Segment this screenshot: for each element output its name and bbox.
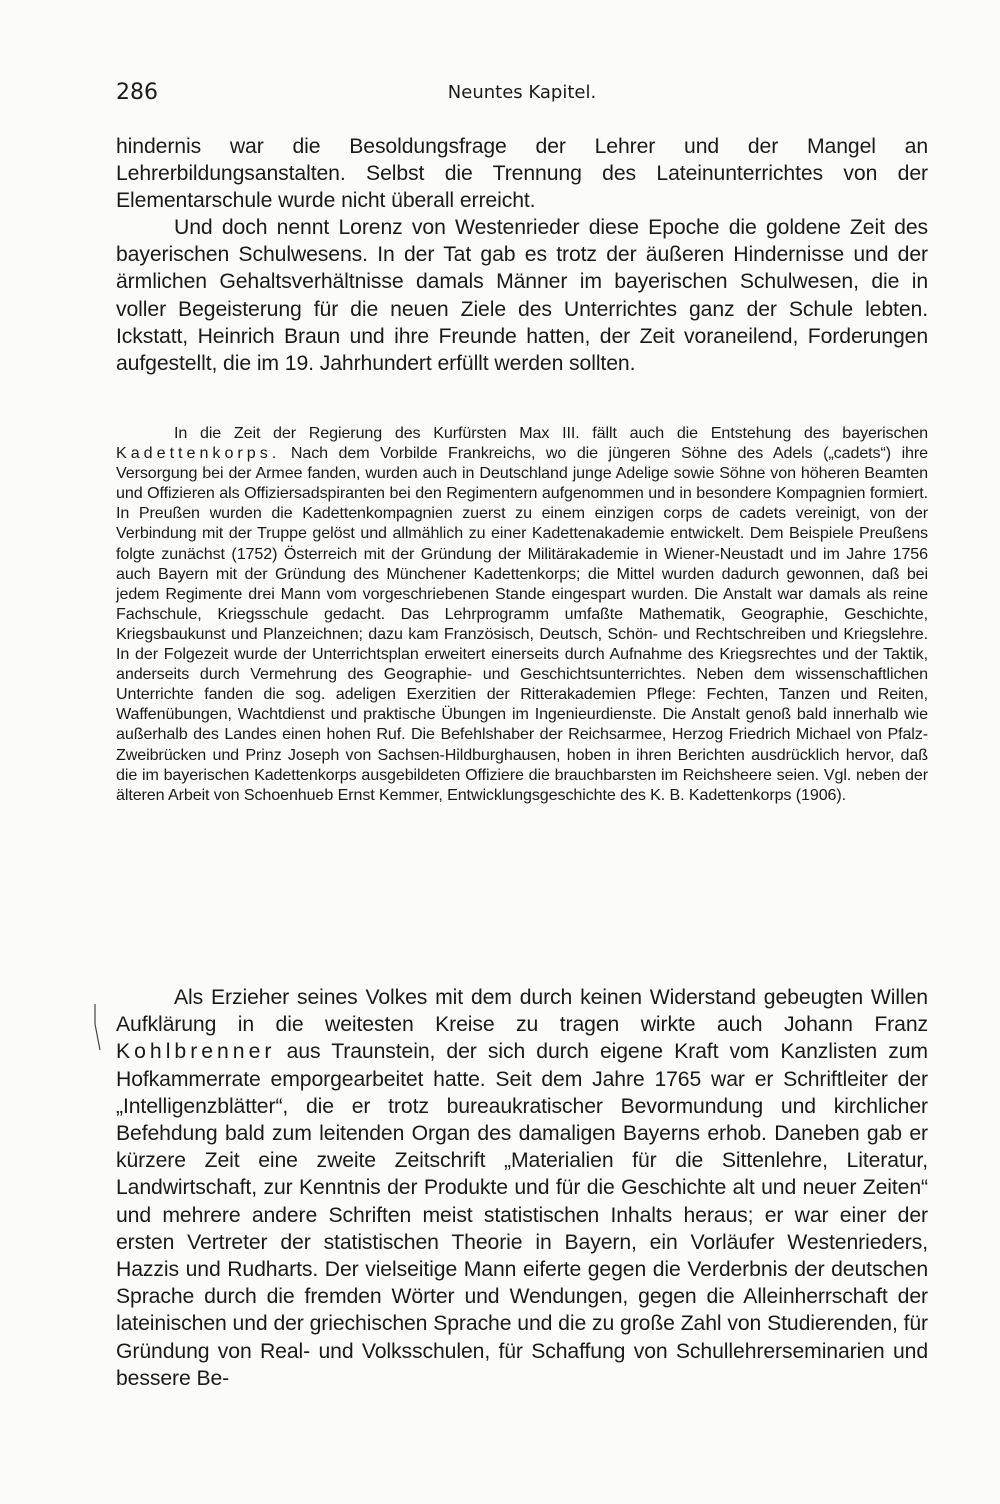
p3-spaced-name: Kohlbrenner xyxy=(116,1040,276,1064)
note-text-after: Nach dem Vorbilde Frankreichs, wo die jüngeren Söhne des Adels („cadets“) ihre Versorgung bei der Armee fanden, wurden auch in Deutschland junge Adelige sowie Söhne von höheren Beamten und Offizieren als Offiziersadspiranten bei den Regimentern aufgenommen und in besondere Kompagnien formiert. In Preußen wurden die Kadettenkompagnien zuerst zu einem einzigen corps de cadets vereinigt, von der Verbindung mit der Truppe gelöst und allmählich zu einer Kadettenakademie entwickelt. Dem Beispiele Preußens folgte zunächst (1752) Österreich mit der Gründung der Militärakademie in Wiener-Neustadt und im Jahre 1756 auch Bayern mit der Gründung des Münchener Kadettenkorps; die Mittel wurden dadurch gewonnen, daß bei jedem Regimente drei Mann vom vorgeschriebenen Stande eingespart wurden. Die Anstalt war damals als reine Fachschule, Kriegsschule gedacht. Das Lehrprogramm umfaßte Mathematik, Geographie, Geschichte, Kriegsbaukunst und Planzeichnen; dazu kam Französisch, Deutsch, Schön- und Rechtschreiben und Kriegslehre. In der Folgezeit wurde der Unterrichtsplan erweitert einerseits durch Aufnahme des Kriegsrechtes und der Taktik, anderseits durch Vermehrung des Geographie- und Geschichtsunterrichtes. Neben dem wissenschaftlichen Unterrichte fanden die sog. adeligen Exerzitien der Ritterakademien Pflege: Fechten, Tanzen und Reiten, Waffenübungen, Wachtdienst und praktische Übungen im Ingenieurdienste. Die Anstalt genoß bald innerhalb wie außerhalb des Landes einen hohen Ruf. Die Befehlshaber der Reichsarmee, Herzog Friedrich Michael von Pfalz-Zweibrücken und Prinz Joseph von Sachsen-Hildburghausen, hoben in ihren Berichten ausdrücklich hervor, daß die im bayerischen Kadettenkorps ausgebildeten Offiziere die brauchbarsten im Reichsheere seien. Vgl. neben der älteren Arbeit von Schoenhueb Ernst Kemmer, Entwicklungsgeschichte des K. B. Kadettenkorps (1906). xyxy=(116,444,928,804)
p3-text-before: Als Erzieher seines Volkes mit dem durch keinen Widerstand gebeugten Willen Aufklärung in die weitesten Kreise zu tragen wirkte auch Johann Franz xyxy=(116,986,928,1037)
note-spaced-term: Kadettenkorps. xyxy=(116,444,281,463)
margin-pencil-mark xyxy=(93,1004,101,1050)
note-text-before: In die Zeit der Regierung des Kurfürsten Max III. fällt auch die Entstehung des bayerischen xyxy=(174,424,928,442)
page-header xyxy=(116,80,928,116)
running-head: Neuntes Kapitel. xyxy=(447,82,597,103)
page-number: 286 xyxy=(116,80,158,105)
paragraph-kohlbrenner xyxy=(116,984,928,1392)
p3-text-after: aus Traunstein, der sich durch eigene Kraft vom Kanzlisten zum Hofkammerrate emporgearbeitet hatte. Seit dem Jahre 1765 war er Schriftleiter der „Intelligenzblätter“, die er trotz bureaukratischer Bevormundung und kirchlicher Befehdung bald zum leitenden Organ des damaligen Bayerns erhob. Daneben gab er kürzere Zeit eine zweite Zeitschrift „Materialien für die Sittenlehre, Literatur, Landwirtschaft, zur Kenntnis der Produkte und für die Geschichte alt und neuer Zeiten“ und mehrere andere Schriften meist statistischen Inhalts heraus; er war einer der ersten Vertreter der statistischen Theorie in Bayern, ein Vorläufer Westenrieders, Hazzis und Rudharts. Der vielseitige Mann eiferte gegen die Verderbnis der deutschen Sprache durch die fremden Wörter und Wendungen, gegen die Alleinherrschaft der lateinischen und der griechischen Sprache und die zu große Zahl von Studierenden, für Gründung von Real- und Volksschulen, für Schaffung von Schullehrerseminarien und bessere Be- xyxy=(116,1040,928,1390)
note-kadettenkorps xyxy=(116,423,928,805)
paragraph-westenrieder: Und doch nennt Lorenz von Westenrieder diese Epoche die goldene Zeit des bayerischen Schulwesens. In der Tat gab es trotz der äußeren Hindernisse und der ärmlichen Gehaltsverhältnisse damals Männer im bayerischen Schulwesen, die in voller Begeisterung für die neuen Ziele des Unterrichtes ganz der Schule lebten. Ickstatt, Heinrich Braun und ihre Freunde hatten, der Zeit voraneilend, Forderungen aufgestellt, die im 19. Jahrhundert erfüllt werden sollten. xyxy=(116,216,928,376)
paragraph-continuation: hindernis war die Besoldungsfrage der Lehrer und der Mangel an Lehrerbildungsanstalten. Selbst die Trennung des Lateinunterrichtes von der Elementarschule wurde nicht überall erreicht. xyxy=(116,135,928,213)
